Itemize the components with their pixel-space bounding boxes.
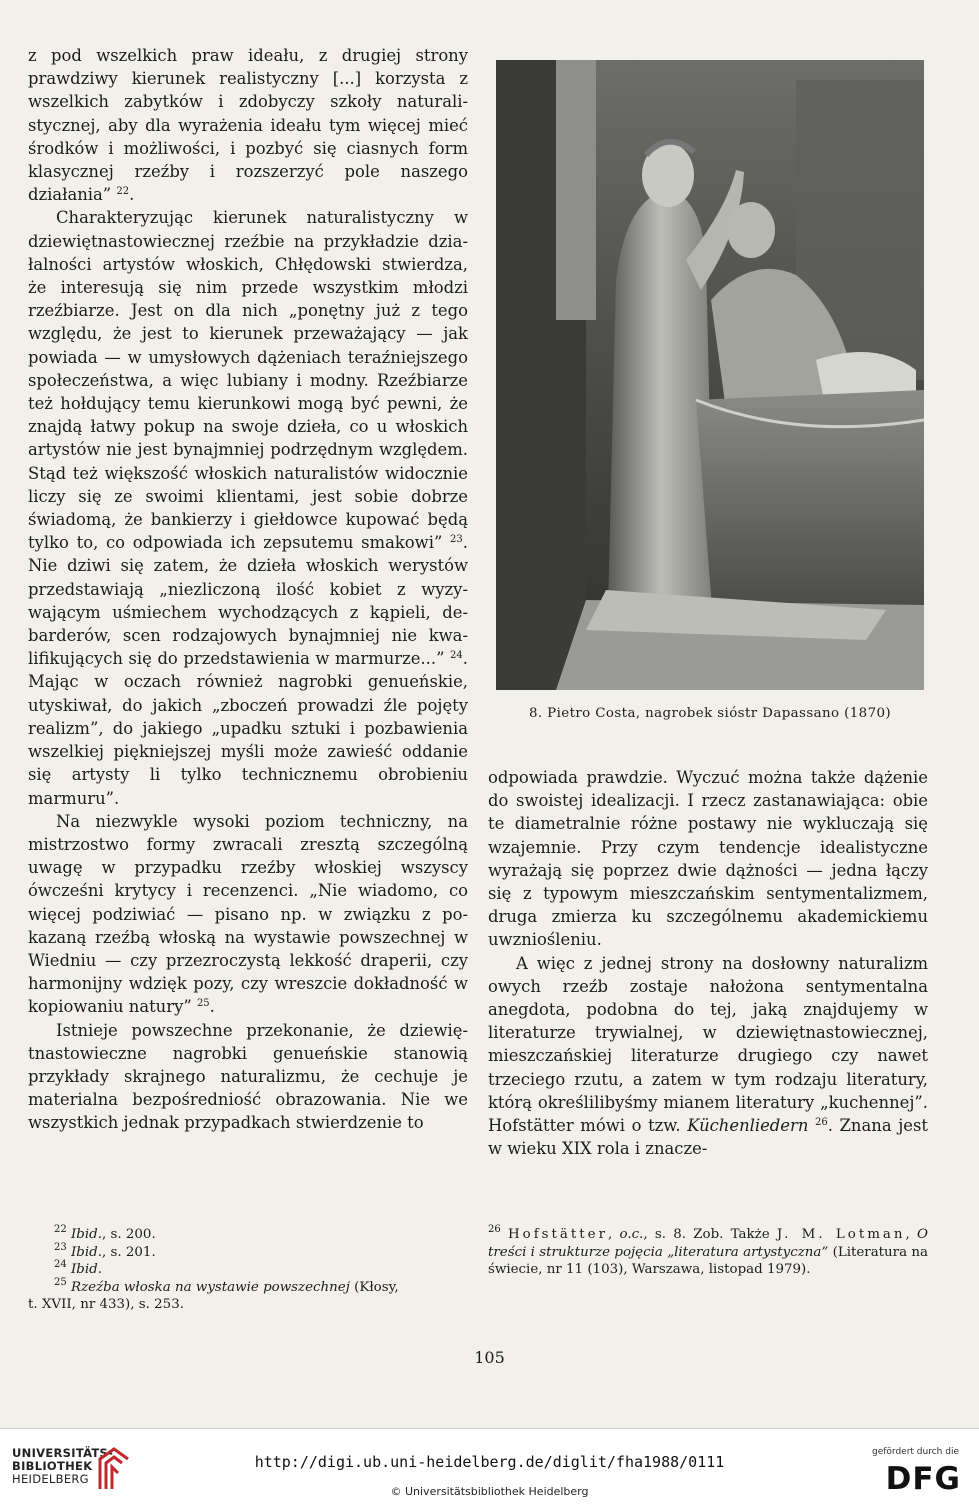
footnote: $^{25}$ Rzeźba włoska na wystawie powszechnej (Kłosy, xyxy=(54,1276,399,1295)
right-text-column xyxy=(488,766,928,1160)
dfg-logo[interactable]: DFG xyxy=(885,1461,961,1497)
page-number: 105 xyxy=(474,1348,505,1367)
paragraph: Na niezwykle wysoki poziom techniczny, na mistrzostwo formy zwracali zresztą szczególną uwagę w przypadku rzeźby włoskiej wszyscy ówcześni krytycy i recenzenci. „Nie wiadomo, co więcej podziwiać — pisano np. w związku z pokazaną rzeźbą włoską na wystawie powszechnej w Wiedniu — czy przezroczystą lekkość draperii, czy harmonijny wdzięk pozy, czy wreszcie dokładność w kopiowaniu natury” $^{25}$. xyxy=(28,811,468,1017)
footnotes-right xyxy=(488,1226,928,1279)
sponsor-label: gefördert durch die xyxy=(872,1447,959,1457)
logo-line-1: UNIVERSITÄTS- xyxy=(12,1446,114,1460)
tomb-sculpture-photo xyxy=(496,60,924,690)
footnotes-left xyxy=(28,1226,468,1314)
paragraph: Charakteryzując kierunek naturalistyczny w dziewiętnastowiecznej rzeźbie na przykładzie działalności artystów włoskich, Chłędowski stwierdza, że interesują się nim przede wszystkim młodzi rzeźbiarze. Jest on dla nich „ponętny już z tego względu, że jest to kierunek przeważający — jak powiada — w umysłowych dążeniach teraźniejszego społeczeństwa, a więc lubiany i modny. Rzeźbiarze też hołdujący temu kierunkowi mogą być pewni, że znajdą łatwy pokup na swoje dzieła, co u włoskich artystów nie jest bynajmniej podrzędnym względem. Stąd też większość włoskich naturalistów widocznie liczy się ze swoimi klientami, jest sobie dobrze świadomą, że bankierzy i giełdowce kupować będą tylko to, co odpowiada ich zepsutemu smakowi” $^{23}$. Nie dziwi się zatem, że dzieła włoskich werystów przedstawiają „niezliczoną ilość kobiet z wyzywającym uśmiechem wychodzących z kąpieli, debarderów, scen rodzajowych bynajmniej nie kwalifikujących się do przedstawienia w marmurze...” $^{24}$. Mając w oczach również nagrobki genueńskie, utyskiwał, do jakich „zboczeń prowadzi źle pojęty realizm”, do jakiego „upadku sztuki i pozbawienia wszelkiej piękniejszej myśli może zawieść oddanie się artysty li tylko technicznemu obrobieniu marmuru”. xyxy=(28,208,468,808)
logo-line-2: BIBLIOTHEK xyxy=(12,1459,93,1473)
footnote: t. XVII, nr 433), s. 253. xyxy=(28,1297,184,1313)
digitization-footer xyxy=(0,1428,979,1510)
paragraph: A więc z jednej strony na dosłowny naturalizm owych rzeźb zostaje nałożona sentymentalna anegdota, podobna do tej, jaką znajdujemy w literaturze trywialnej, w dziewiętnastowiecznej, mieszczańskiej literaturze drugiego czy nawet trzeciego rzutu, a zatem w tym rodzaju literatury, którą określilibyśmy mianem literatury „kuchennej”. Hofstätter mówi o tzw. Küchenliedern $^{26}$. Znana jest w wieku XIX rola i znacze- xyxy=(488,953,928,1159)
permalink-url[interactable]: http://digi.ub.uni-heidelberg.de/diglit/fha1988/0111 xyxy=(254,1453,725,1471)
figure-photograph xyxy=(496,60,924,690)
footnote: $^{22}$ Ibid., s. 200. xyxy=(54,1224,156,1242)
footnote: $^{23}$ Ibid., s. 201. xyxy=(54,1241,156,1260)
footnote: $^{24}$ Ibid. xyxy=(54,1259,102,1278)
paragraph: z pod wszelkich praw ideału, z drugiej strony prawdziwy kierunek realistyczny [...] korzysta z wszelkich zabytków i zdobyczy szkoły naturalistycznej, aby dla wyrażenia ideału tym więcej mieć środków i możliwości, i pozbyć się ciasnych form klasycznej rzeźby i rozszerzyć pole naszego działania” $^{22}$. xyxy=(28,46,468,205)
logo-line-3: HEIDELBERG xyxy=(12,1472,89,1486)
figure-caption: 8. Pietro Costa, nagrobek sióstr Dapassano (1870) xyxy=(528,706,892,721)
paragraph: odpowiada prawdzie. Wyczuć można także dążenie do swoistej idealizacji. I rzecz zastanawiająca: obie te diametralnie różne postawy nie wykluczają się wzajemnie. Przy czym tendencje idealistyczne wyrażają się poprzez dwie dążności — jedna łączy się z typowym mieszczańskim sentymentalizmem, druga zmierza ku szczególnemu akademickiemu uwzniośleniu. xyxy=(488,768,928,950)
left-text-column xyxy=(28,44,468,1135)
copyright-notice: © Universitätsbibliothek Heidelberg xyxy=(390,1485,589,1498)
paragraph: Istnieje powszechne przekonanie, że dziewiętnastowieczne nagrobki genueńskie stanowią przykłady skrajnego naturalizmu, że cechuje je materialna bezpośredniość obrazowania. Nie we wszystkich jednak przypadkach stwierdzenie to xyxy=(28,1020,468,1133)
footnote: $^{26}$ Hofstätter, o.c., s. 8. Zob. Także J. M. Lotman, O treści i strukturze pojęcia „literatura artystyczna” (Literatura na świecie, nr 11 (103), Warszawa, listopad 1979). xyxy=(488,1224,929,1278)
